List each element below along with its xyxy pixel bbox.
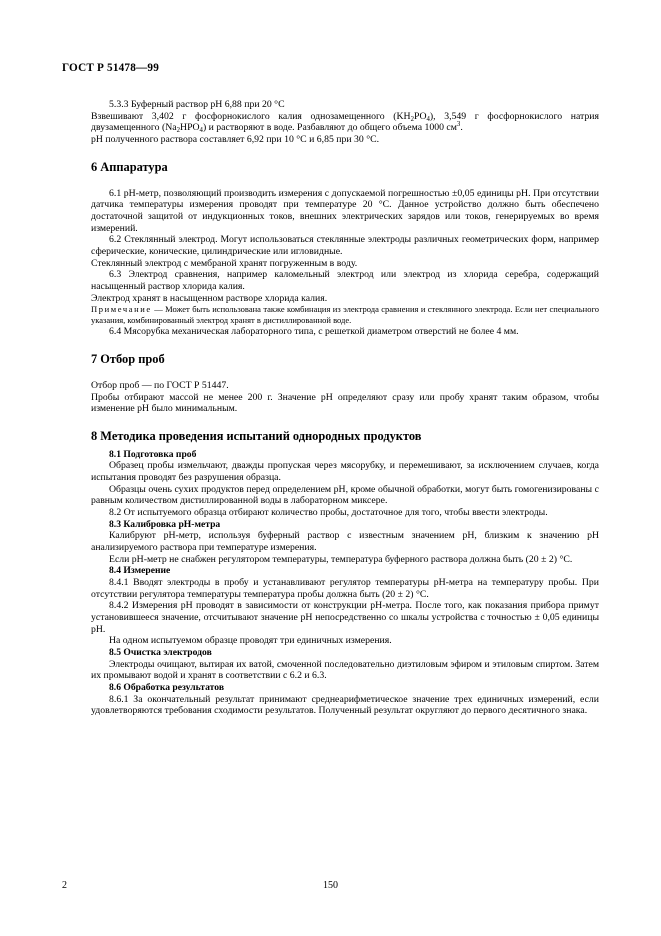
para-8-3-b: Если pH-метр не снабжен регулятором температуры, температура буферного раствора должна быть (20 ± 2) °С. bbox=[109, 553, 573, 565]
note bbox=[91, 304, 599, 326]
para-8-6-1: 8.6.1 За окончательный результат принимают среднеарифметическое значение трех единичных измерений, если удовлетворяются требования сходимости результатов. Полученный результат округляют до первого десятичного знака. bbox=[91, 693, 599, 717]
document-body bbox=[91, 99, 599, 717]
para-6-3-storage: Электрод хранят в насыщенном растворе хлорида калия. bbox=[91, 292, 328, 304]
para-6-3: 6.3 Электрод сравнения, например каломельный электрод или электрод из хлорида серебра, содержащий насыщенный раствор хлорида калия. bbox=[91, 269, 599, 292]
note-label: Примечание bbox=[91, 304, 152, 315]
sheet-number: 150 bbox=[323, 880, 338, 891]
heading-8-4: 8.4 Измерение bbox=[109, 565, 171, 577]
para-8-4-c: На одном испытуемом образце проводят три единичных измерения. bbox=[109, 635, 392, 647]
para-7-2: Пробы отбирают массой не менее 200 г. Значение pH определяют сразу или пробу хранят таким образом, чтобы изменение pH было минимальным. bbox=[91, 391, 599, 415]
buffer-title: 5.3.3 Буферный раствор pH 6,88 при 20 °С bbox=[109, 99, 285, 110]
note-text: — Может быть использована также комбинация из электрода сравнения и стеклянного электрода. Если нет специального указания, комбинированный электрод хранят в дистиллированной воде. bbox=[91, 304, 599, 326]
para-8-5: Электроды очищают, вытирая их ватой, смоченной последовательно диэтиловым эфиром и этиловым спиртом. Затем их промывают водой и хранят в соответствии с 6.2 и 6.3. bbox=[91, 658, 599, 682]
para-8-1-b: Образцы очень сухих продуктов перед определением pH, кроме обычной обработки, могут быть гомогенизированы с равным количеством дистиллированной воды в лабораторном миксере. bbox=[91, 483, 599, 507]
para-8-1-a: Образец пробы измельчают, дважды пропуская через мясорубку, и перемешивают, за исключением случаев, когда испытания проводят без разрушения образца. bbox=[91, 460, 599, 484]
para-6-2: 6.2 Стеклянный электрод. Могут использоваться стеклянные электроды различных геометрических форм, например сферические, конические, цилиндрические или игловидные. bbox=[91, 234, 599, 257]
heading-8-5: 8.5 Очистка электродов bbox=[109, 646, 212, 658]
para-6-2-storage: Стеклянный электрод с мембраной хранят погруженным в воду. bbox=[91, 257, 358, 269]
section-6-title: 6 Аппаратура bbox=[91, 159, 168, 174]
heading-8-1: 8.1 Подготовка проб bbox=[109, 448, 197, 460]
para-8-4-2: 8.4.2 Измерения pH проводят в зависимости от конструкции pH-метра. После того, как показания прибора примут установившееся значение, отсчитывают значение pH непосредственно со шкалы устройства с точностью ± 0,05 единицы pH. bbox=[91, 600, 599, 635]
buffer-recipe: Взвешивают 3,402 г фосфорнокислого калия однозамещенного $(KH_2PO_4)$, 3,549 г фосфорнокислого натрия двузамещенного $(Na_2HPO_4)$ и растворяют в воде. Разбавляют до общего объема 1000 $см^3$. bbox=[91, 110, 599, 135]
para-6-1: 6.1 pH-метр, позволяющий производить измерения с допускаемой погрешностью ±0,05 единицы pH. При отсутствии датчика температуры измерения проводят при температуре 20 °С. Данное устройство должно быть обеспечено достаточной защитой от индукционных токов, внешних электрических зарядов или токов, генерируемых во время измерений. bbox=[91, 187, 599, 234]
section-8-title: 8 Методика проведения испытаний однородных продуктов bbox=[91, 428, 422, 443]
para-6-4: 6.4 Мясорубка механическая лабораторного типа, с решеткой диаметром отверстий не более 4 мм. bbox=[109, 326, 519, 338]
heading-8-6: 8.6 Обработка результатов bbox=[109, 681, 225, 693]
para-8-2: 8.2 От испытуемого образца отбирают количество пробы, достаточное для того, чтобы ввести электроды. bbox=[109, 507, 548, 519]
buffer-ph-line: pH полученного раствора составляет 6,92 при 10 °С и 6,85 при 30 °С. bbox=[91, 133, 380, 145]
para-8-4-1: 8.4.1 Вводят электроды в пробу и устанавливают регулятор температуры pH-метра на температуру пробы. При отсутствии регулятора температуры температура пробы должна быть (20 ± 2) °С. bbox=[91, 577, 599, 600]
standard-header: ГОСТ Р 51478—99 bbox=[62, 62, 159, 74]
heading-8-3: 8.3 Калибровка pH-метра bbox=[109, 518, 221, 530]
page-number: 2 bbox=[62, 880, 67, 891]
para-7-1: Отбор проб — по ГОСТ Р 51447. bbox=[91, 379, 229, 391]
para-8-3-a: Калибруют pH-метр, используя буферный раствор с известным значением pH, близким к значению pH анализируемого раствора при температуре измерения. bbox=[91, 530, 599, 554]
section-7-title: 7 Отбор проб bbox=[91, 351, 165, 366]
